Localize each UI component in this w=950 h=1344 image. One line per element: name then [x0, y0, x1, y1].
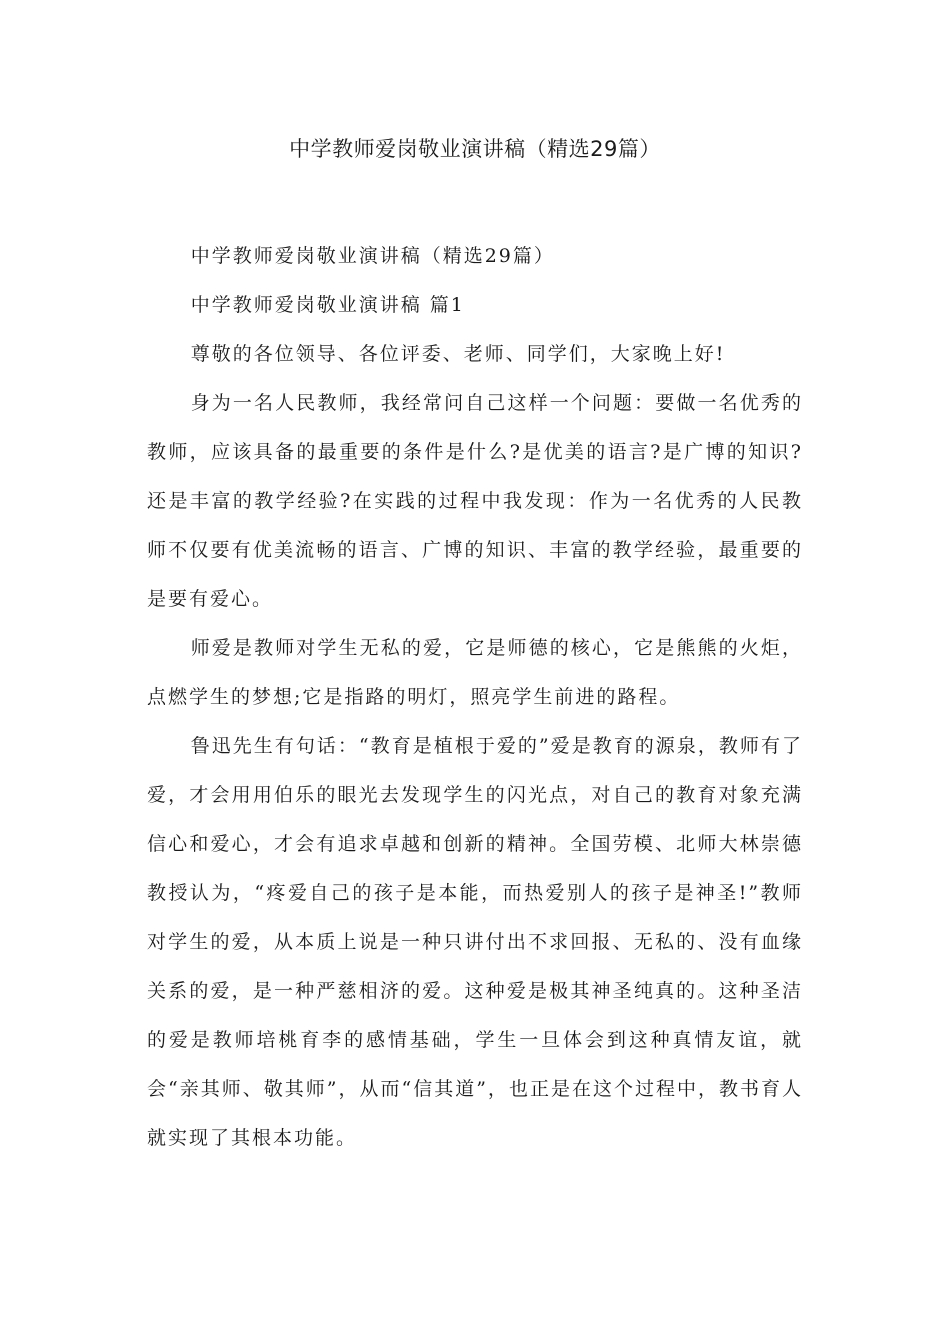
paragraph-body: 身为一名人民教师，我经常问自己这样一个问题：要做一名优秀的教师，应该具备的最重要的条件是什么?是优美的语言?是广博的知识?还是丰富的教学经验?在实践的过程中我发现：作为一名优秀的人民教师不仅要有优美流畅的语言、广博的知识、丰富的教学经验，最重要的是要有爱心。 [147, 392, 803, 610]
paragraph-repeat-title: 中学教师爱岗敬业演讲稿（精选29篇） [190, 245, 555, 267]
document-body [147, 232, 803, 1163]
document-title: 中学教师爱岗敬业演讲稿（精选29篇） [289, 137, 661, 161]
paragraph-section-heading: 中学教师爱岗敬业演讲稿 篇1 [190, 294, 465, 316]
paragraph-greeting: 尊敬的各位领导、各位评委、老师、同学们，大家晚上好! [190, 343, 726, 365]
paragraph-body: 鲁迅先生有句话：“教育是植根于爱的”爱是教育的源泉，教师有了爱，才会用用伯乐的眼光去发现学生的闪光点，对自己的教育对象充满信心和爱心，才会有追求卓越和创新的精神。全国劳模、北师大林崇德教授认为，“疼爱自己的孩子是本能，而热爱别人的孩子是神圣!”教师对学生的爱，从本质上说是一种只讲付出不求回报、无私的、没有血缘关系的爱，是一种严慈相济的爱。这种爱是极其神圣纯真的。这种圣洁的爱是教师培桃育李的感情基础，学生一旦体会到这种真情友谊，就会“亲其师、敬其师”，从而“信其道”，也正是在这个过程中，教书育人就实现了其根本功能。 [147, 735, 803, 1149]
paragraph-body: 师爱是教师对学生无私的爱，它是师德的核心，它是熊熊的火炬，点燃学生的梦想;它是指路的明灯，照亮学生前进的路程。 [147, 637, 803, 708]
